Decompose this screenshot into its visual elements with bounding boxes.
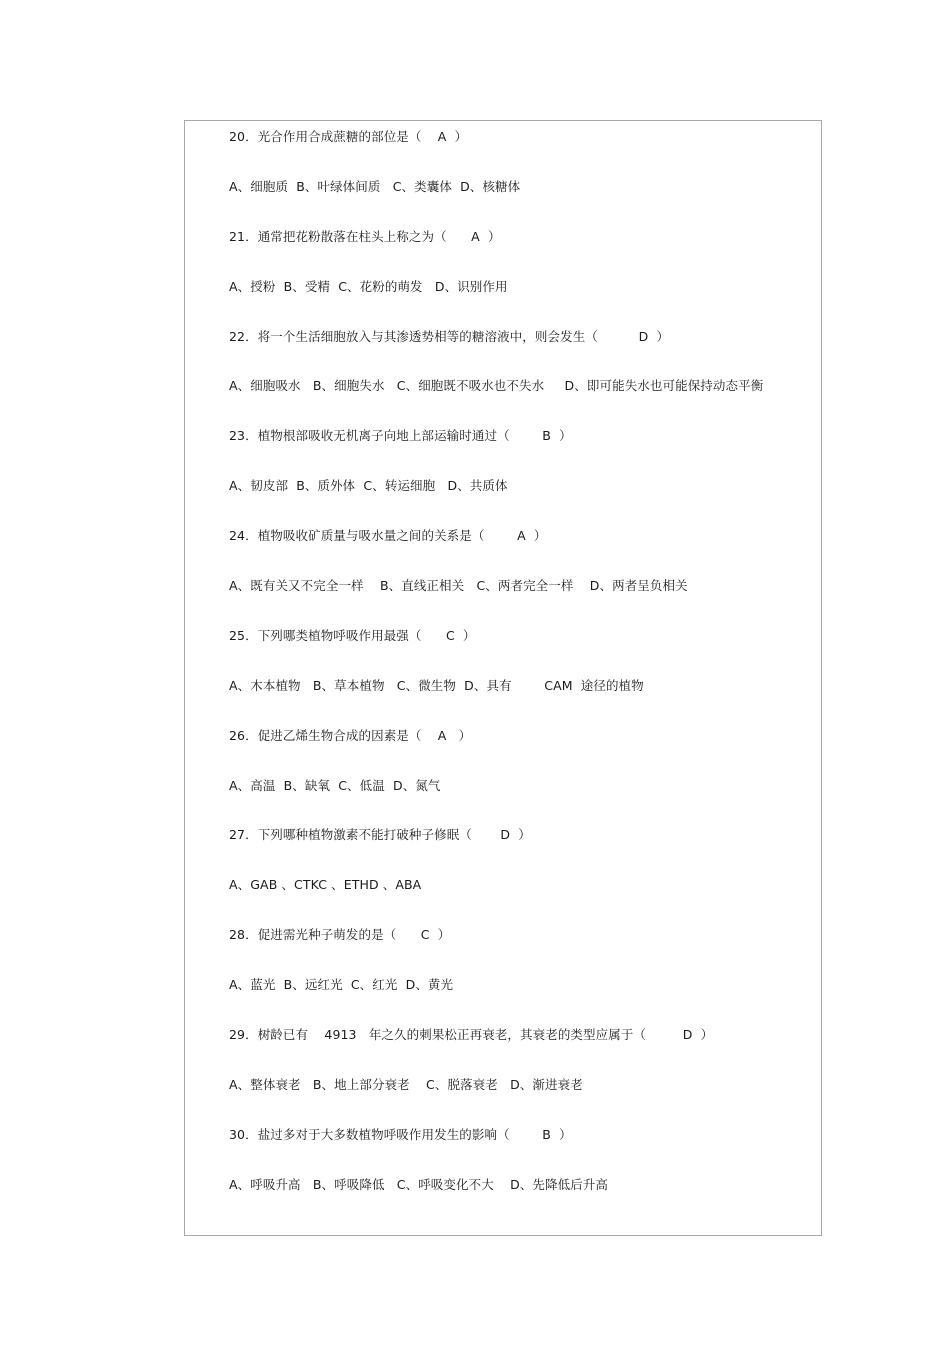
question-23-options: A、韧皮部 B、质外体 C、转运细胞 D、共质体 <box>229 478 508 494</box>
question-27-stem: 27．下列哪种植物激素不能打破种子修眠（ D ） <box>229 827 531 843</box>
question-list <box>229 127 819 1225</box>
question-22-stem: 22．将一个生活细胞放入与其渗透势相等的糖溶液中，则会发生（ D ） <box>229 328 670 344</box>
question-29-options: A、整体衰老 B、地上部分衰老 C、脱落衰老 D、渐进衰老 <box>229 1076 583 1092</box>
question-20-stem: 20．光合作用合成蔗糖的部位是（ A ） <box>229 129 468 144</box>
question-26-options: A、高温 B、缺氧 C、低温 D、氮气 <box>229 777 441 793</box>
question-28-options: A、蓝光 B、远红光 C、红光 D、黄光 <box>229 977 454 993</box>
question-21-options: A、授粉 B、受精 C、花粉的萌发 D、识别作用 <box>229 278 508 294</box>
question-23-stem: 23．植物根部吸收无机离子向地上部运输时通过（ B ） <box>229 428 572 444</box>
question-27-options: A、GAB 、CTKC 、ETHD 、ABA <box>229 877 422 893</box>
question-24-options: A、既有关又不完全一样 B、直线正相关 C、两者完全一样 D、两者呈负相关 <box>229 578 688 594</box>
question-28-stem: 28．促进需光种子萌发的是（ C ） <box>229 927 451 943</box>
question-25-stem: 25．下列哪类植物呼吸作用最强（ C ） <box>229 627 476 643</box>
question-26-stem: 26．促进乙烯生物合成的因素是（ A ） <box>229 727 472 743</box>
question-24-stem: 24．植物吸收矿质量与吸水量之间的关系是（ A ） <box>229 528 547 544</box>
question-20-options: A、细胞质 B、叶绿体间质 C、类囊体 D、核糖体 <box>229 178 521 194</box>
question-29-stem: 29．树龄已有 4913 年之久的刺果松正再衰老，其衰老的类型应属于（ D ） <box>229 1027 714 1043</box>
question-22-options: A、细胞吸水 B、细胞失水 C、细胞既不吸水也不失水 D、即可能失水也可能保持动态平衡 <box>229 378 764 394</box>
question-30-options: A、呼吸升高 B、呼吸降低 C、呼吸变化不大 D、先降低后升高 <box>229 1176 609 1192</box>
question-25-options: A、木本植物 B、草本植物 C、微生物 D、具有 CAM 途径的植物 <box>229 677 644 693</box>
question-21-stem: 21．通常把花粉散落在柱头上称之为（ A ） <box>229 228 501 244</box>
question-30-stem: 30．盐过多对于大多数植物呼吸作用发生的影响（ B ） <box>229 1126 572 1142</box>
